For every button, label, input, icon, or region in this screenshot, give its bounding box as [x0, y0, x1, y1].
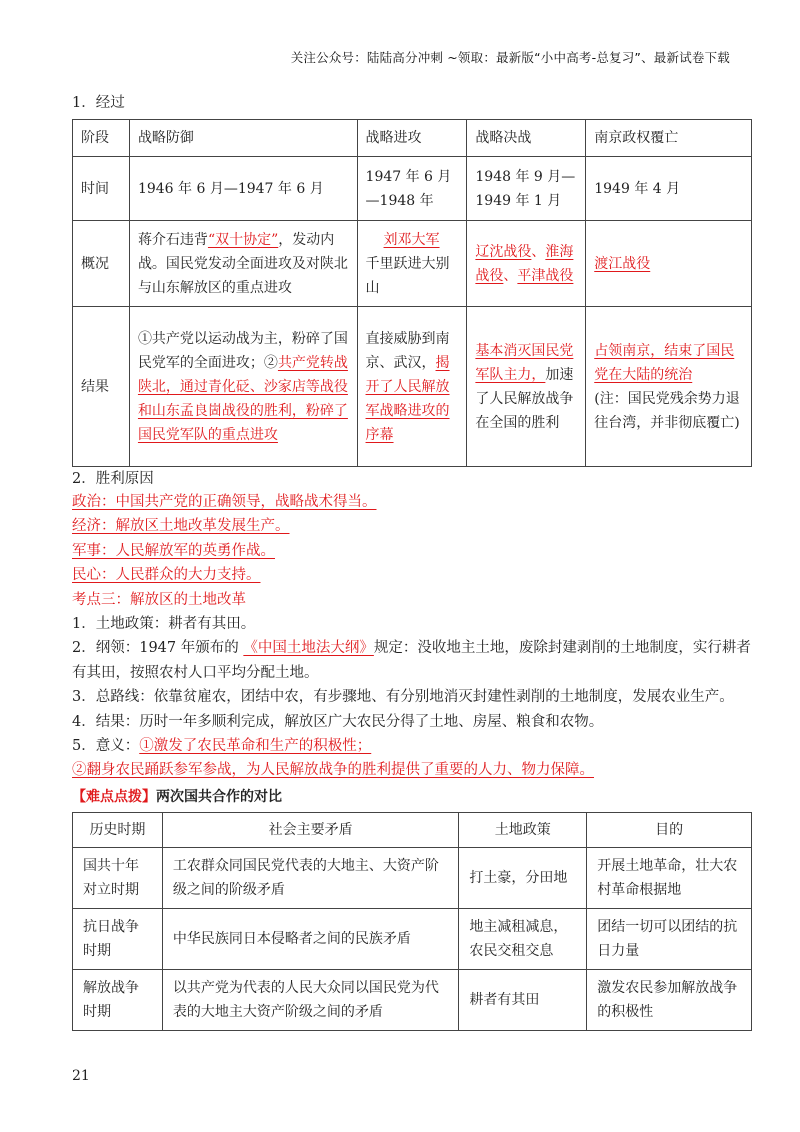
cell-text: 直接威胁到南京、武汉， [365, 330, 450, 371]
table-header-row [73, 812, 752, 847]
table-cell [467, 221, 586, 307]
note-text: (注：国民党残余势力退往台湾，并非彻底覆亡) [594, 390, 740, 431]
table-cell: 以共产党为代表的人民大众同以国民党为代表的大地主大资产阶级之间的矛盾 [162, 969, 459, 1030]
table-cell: 1946 年 6 月—1947 年 6 月 [129, 157, 357, 221]
table-cell: 耕者有其田 [459, 969, 587, 1030]
land-significance [72, 734, 752, 758]
header-cell: 社会主要矛盾 [162, 812, 459, 847]
header-cell: 历史时期 [73, 812, 163, 847]
header-cell: 目的 [587, 812, 752, 847]
table-row-time [73, 157, 752, 221]
highlight-text: 共产党转战陕北，通过青化砭、沙家店等战役和山东孟良崮战役的胜利，粉碎了国民党军队的重点进攻 [137, 354, 348, 443]
table-cell [586, 307, 752, 467]
reason-item [72, 539, 752, 563]
cell-text: 、 [531, 243, 546, 260]
cell-text: 加速了人民解放战争在全国的胜利 [475, 366, 574, 431]
header-cell: 南京政权覆亡 [586, 120, 752, 157]
reason-text: 军事：人民解放军的英勇作战。 [72, 542, 275, 559]
highlight-text: 占领南京，结束了国民党在大陆的统治 [594, 342, 735, 383]
cell-text: 千里跃进大别山 [365, 255, 450, 296]
cooperation-table [72, 812, 752, 1031]
page-number: 21 [72, 1068, 90, 1084]
cell-text: ，发动内战。国民党发动全面进攻及对陕北与山东解放区的重点进攻 [137, 231, 348, 296]
header-cell: 战略决战 [467, 120, 586, 157]
header-cell: 土地政策 [459, 812, 587, 847]
table-cell: 工农群众同国民党代表的大地主、大资产阶级之间的阶级矛盾 [162, 847, 459, 908]
table-cell: 1948 年 9 月—1949 年 1 月 [467, 157, 586, 221]
reason-item [72, 563, 752, 587]
table-row [73, 908, 752, 969]
table-cell: 抗日战争时期 [73, 908, 163, 969]
land-program [72, 636, 752, 685]
land-significance-2 [72, 758, 752, 782]
reason-text: 民心：人民群众的大力支持。 [72, 567, 261, 584]
table-cell: 团结一切可以团结的抗日力量 [587, 908, 752, 969]
reason-text: 政治：中国共产党的正确领导，战略战术得当。 [72, 494, 377, 510]
page-header: 关注公众号：陆陆高分冲刺 ~领取：最新版“小中高考-总复习”、最新试卷下载 [290, 50, 730, 65]
highlight-text: “双十协定” [207, 231, 279, 248]
table-cell [357, 221, 467, 307]
highlight-text: ①激发了农民革命和生产的积极性； [139, 738, 372, 755]
header-cell: 战略进攻 [357, 120, 467, 157]
highlight-text: 刘邓大军 [383, 231, 440, 248]
reason-text: 经济：解放区土地改革发展生产。 [72, 518, 290, 535]
table-cell [129, 221, 357, 307]
table-cell: 打土豪，分田地 [459, 847, 587, 908]
header-cell: 战略防御 [129, 120, 357, 157]
table-cell: 地主减租减息，农民交租交息 [459, 908, 587, 969]
table-cell [357, 307, 467, 467]
row-label: 结果 [73, 307, 130, 467]
highlight-text: 《中国土地法大纲》 [243, 640, 374, 657]
table-header-row [73, 120, 752, 157]
page-content [72, 92, 752, 1031]
para-text: 规定：没收地主土地，废除封建剥削的土地制度，实行耕者有其田，按照农村人口平均分配土地。 [72, 640, 751, 681]
table-cell: 1947 年 6 月—1948 年 [357, 157, 467, 221]
table-cell: 激发农民参加解放战争的积极性 [587, 969, 752, 1030]
difficulty-heading: 两次国共合作的对比 [156, 788, 282, 805]
table-row [73, 847, 752, 908]
table-cell [467, 307, 586, 467]
highlight-text: 渡江战役 [594, 255, 651, 272]
table-cell [129, 307, 357, 467]
row-label: 时间 [73, 157, 130, 221]
table-row [73, 969, 752, 1030]
cell-text: ①共产党以运动战为主，粉碎了国民党军的全面进攻；② [137, 330, 348, 371]
table-cell: 1949 年 4 月 [586, 157, 752, 221]
difficulty-bracket: 【难点点拨】 [72, 788, 156, 805]
section-title-victory-reasons: 2．胜利原因 [72, 471, 154, 487]
land-result: 4．结果：历时一年多顺利完成，解放区广大农民分得了土地、房屋、粮食和农物。 [72, 713, 604, 730]
table-row-result [73, 307, 752, 467]
land-policy: 1．土地政策：耕者有其田。 [72, 616, 256, 633]
section-title-process: 1．经过 [72, 95, 125, 111]
highlight-text: 揭开了人民解放军战略进攻的序幕 [365, 354, 450, 443]
highlight-text: 基本消灭国民党军队主力， [475, 342, 574, 383]
cell-text: 蒋介石违背 [137, 231, 208, 248]
para-text: 5．意义： [72, 738, 140, 755]
table-row-overview [73, 221, 752, 307]
highlight-text: ②翻身农民踊跃参军参战，为人民解放战争的胜利提供了重要的人力、物力保障。 [72, 762, 594, 779]
reason-list [72, 490, 752, 588]
row-label: 概况 [73, 221, 130, 307]
reason-item [72, 490, 752, 514]
cell-text: 、 [503, 267, 518, 284]
reason-item [72, 514, 752, 538]
general-line: 3．总路线：依靠贫雇农，团结中农，有步骤地、有分别地消灭封建性剥削的土地制度，发展农业生产。 [72, 689, 734, 706]
table-cell [586, 221, 752, 307]
table-cell: 国共十年对立时期 [73, 847, 163, 908]
section-title-land-reform: 考点三：解放区的土地改革 [72, 591, 246, 608]
difficulty-title [72, 785, 752, 809]
table-cell: 中华民族同日本侵略者之间的民族矛盾 [162, 908, 459, 969]
para-text: 2．纲领：1947 年颁布的 [72, 640, 244, 657]
highlight-text: 淮海战役 [475, 243, 574, 284]
war-stages-table [72, 119, 752, 467]
table-cell: 解放战争时期 [73, 969, 163, 1030]
highlight-text: 平津战役 [517, 267, 574, 284]
highlight-text: 辽沈战役 [475, 243, 532, 260]
table-cell: 开展土地革命，壮大农村革命根据地 [587, 847, 752, 908]
header-cell: 阶段 [73, 120, 130, 157]
